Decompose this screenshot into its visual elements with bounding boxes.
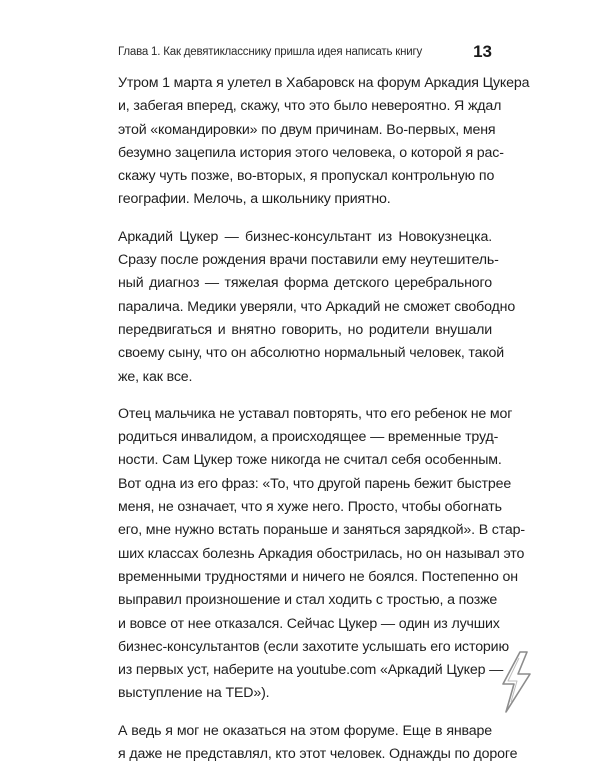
text-line: А ведь я мог не оказаться на этом форуме. Еще в январе [118, 722, 492, 739]
text-line: своему сыну, что он абсолютно нормальный человек, такой [118, 345, 505, 362]
text-line: выступление на TED»). [118, 685, 270, 702]
text-line: из первых уст, наберите на youtube.com «Аркадий Цукер — [118, 662, 504, 679]
text-line: же, как все. [118, 368, 193, 385]
paragraph [118, 72, 530, 212]
text-line: Вот одна из его фраз: «То, что другой парень бежит быстрее [118, 475, 512, 492]
paragraph [118, 720, 518, 766]
page-number: 13 [473, 42, 492, 61]
text-line: ный диагноз — тяжелая форма детского церебрального [118, 275, 492, 292]
body-text [118, 72, 530, 766]
lightning-bolt-icon [494, 650, 538, 714]
paragraph-gap [118, 212, 492, 226]
text-line: ших классах болезнь Аркадия обострилась, но он называл это [118, 545, 525, 562]
text-line: географии. Мелочь, а школьнику приятно. [118, 191, 391, 208]
chapter-title: Глава 1. Как девятикласснику пришла идея написать книгу [118, 46, 423, 58]
paragraph-gap [118, 706, 492, 720]
text-line: родиться инвалидом, а происходящее — временные труд- [118, 429, 499, 446]
text-line: и, забегая вперед, скажу, что это было невероятно. Я ждал [118, 98, 502, 115]
text-line: передвигаться и внятно говорить, но родители внушали [118, 321, 492, 338]
text-line: ности. Сам Цукер тоже никогда не считал себя особенным. [118, 452, 502, 469]
text-line: скажу чуть позже, во-вторых, я пропускал контрольную по [118, 168, 495, 185]
paragraph [118, 403, 525, 706]
text-line: паралича. Медики уверяли, что Аркадий не сможет свободно [118, 298, 516, 315]
text-line: бизнес-консультантов (если захотите услышать его историю [118, 638, 509, 655]
text-line: Утром 1 марта я улетел в Хабаровск на форум Аркадия Цукера [118, 75, 530, 91]
text-line: его, мне нужно встать пораньше и заняться зарядкой». В стар- [118, 522, 525, 539]
text-line: Аркадий Цукер — бизнес-консультант из Новокузнецка. [118, 228, 492, 245]
text-line: я даже не представлял, кто этот человек. Однажды по дороге [118, 746, 518, 763]
text-line: и вовсе от нее отказался. Сейчас Цукер — один из лучших [118, 615, 500, 632]
text-line: меня, не означает, что я хуже него. Просто, чтобы обогнать [118, 499, 502, 516]
paragraph-gap [118, 389, 492, 403]
text-line: Сразу после рождения врачи поставили ему неутешитель- [118, 252, 499, 269]
text-line: этой «командировки» по двум причинам. Во-первых, меня [118, 121, 496, 138]
running-header [118, 42, 492, 64]
text-line: безумно зацепила история этого человека, о которой я рас- [118, 144, 504, 161]
text-line: Отец мальчика не уставал повторять, что его ребенок не мог [118, 405, 513, 422]
text-line: выправил произношение и стал ходить с тростью, а позже [118, 592, 498, 609]
text-line: временными трудностями и ничего не боялся. Постепенно он [118, 568, 518, 585]
paragraph [118, 226, 516, 389]
